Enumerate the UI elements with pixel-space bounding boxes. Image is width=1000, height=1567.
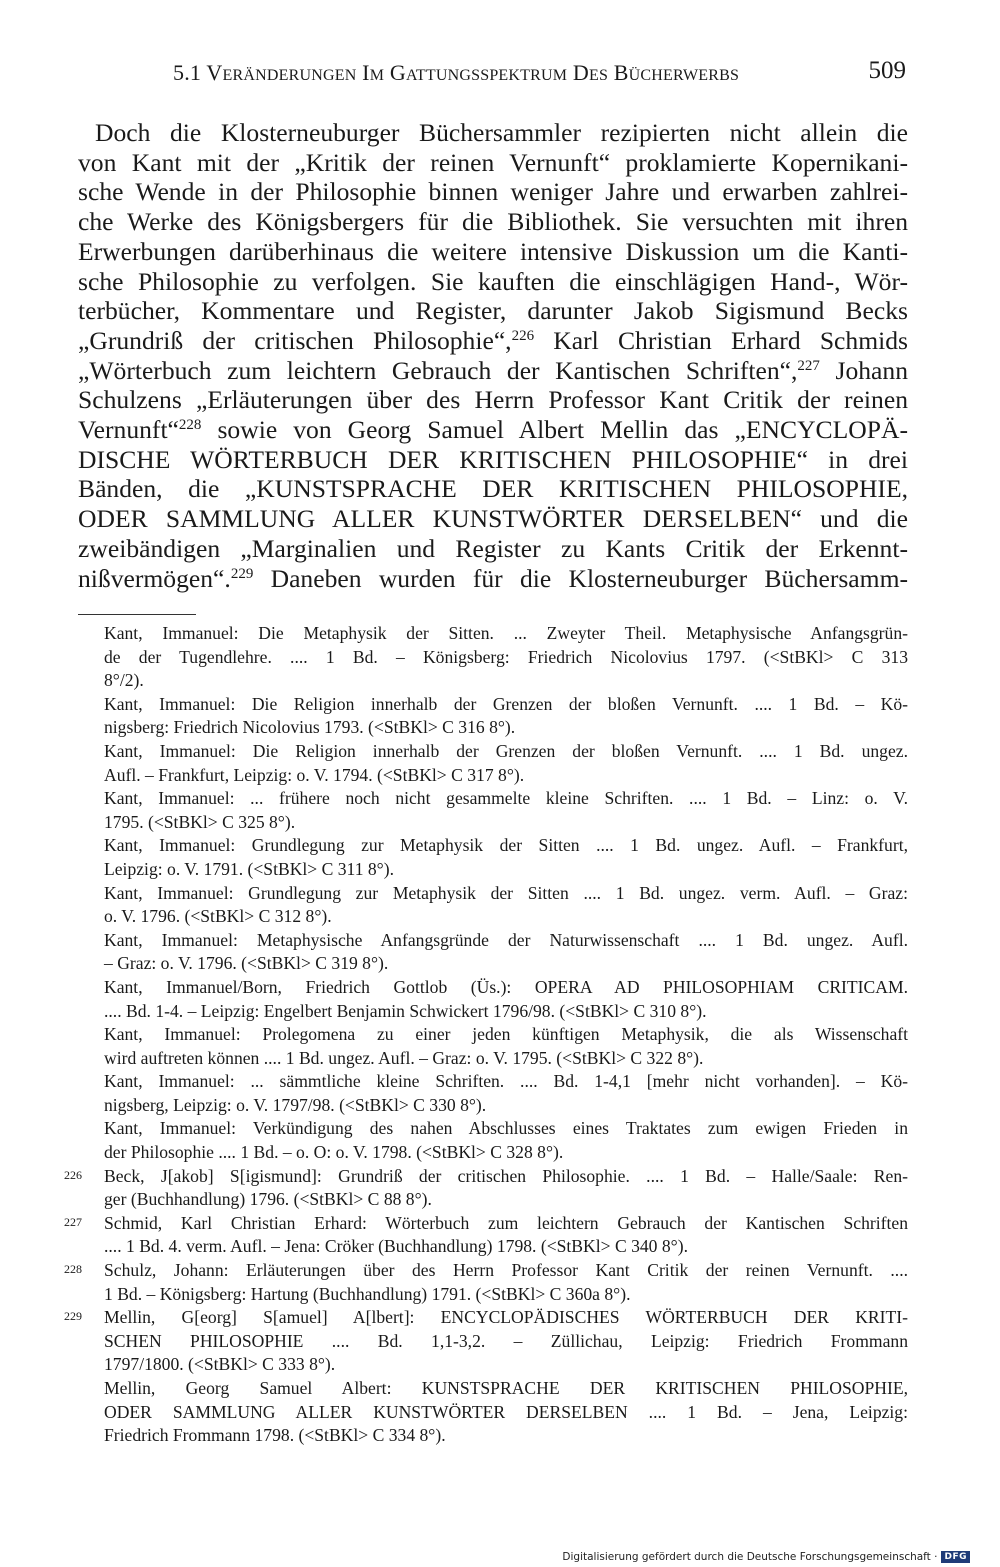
footnote-line: Kant, Immanuel: Die Religion innerhalb der Grenzen der bloßen Vernunft. .... 1 Bd. ungez.: [104, 740, 908, 761]
footnote-entry: [62, 1306, 908, 1377]
footnote-line: ger (Buchhandlung) 1796. (<StBKl> C 88 8°).: [104, 1189, 432, 1210]
footnote-entry: [62, 834, 908, 881]
footnote-line: o. V. 1796. (<StBKl> C 312 8°).: [104, 906, 332, 927]
footnote-entry: [62, 1212, 908, 1259]
body-line: Schulzens „Erläuterungen über des Herrn Professor Kant Critik der reinen: [78, 385, 908, 415]
footnote-entry: [62, 976, 908, 1023]
body-line: „Wörterbuch zum leichtern Gebrauch der Kantischen Schriften“,$^{227}$ Johann: [78, 355, 908, 385]
footnote-entry: [62, 1070, 908, 1117]
footnote-line: 1795. (<StBKl> C 325 8°).: [104, 811, 296, 832]
page-number: 509: [868, 57, 906, 84]
footnote-number: 227: [64, 1214, 82, 1229]
footnote-line: Friedrich Frommann 1798. (<StBKl> C 334 8°).: [104, 1425, 446, 1446]
footnote-entry: [62, 929, 908, 976]
body-line: Erwerbungen darüberhinaus die weitere intensive Diskussion um die Kanti-: [78, 236, 908, 266]
footnote-line: ODER SAMMLUNG ALLER KUNSTWÖRTER DERSELBEN .... 1 Bd. – Jena, Leipzig:: [104, 1401, 908, 1422]
body-line: Doch die Klosterneuburger Büchersammler rezipierten nicht allein die: [95, 118, 908, 147]
footnote-entry: [62, 787, 908, 834]
footnote-line: Kant, Immanuel: Prolegomena zu einer jeden künftigen Metaphysik, die als Wissenschaft: [104, 1024, 908, 1045]
footnote-line: Kant, Immanuel: ... sämmtliche kleine Schriften. .... Bd. 1-4,1 [mehr nicht vorhanden]. – Kö-: [104, 1071, 908, 1092]
body-line: terbücher, Kommentare und Register, darunter Jakob Sigismund Becks: [78, 296, 908, 326]
footnote-line: – Graz: o. V. 1796. (<StBKl> C 319 8°).: [104, 953, 389, 974]
footnote-line: SCHEN PHILOSOPHIE .... Bd. 1,1-3,2. – Züllichau, Leipzig: Friedrich Frommann: [104, 1330, 908, 1351]
footnote-entry: [62, 622, 908, 693]
footnote-line: der Philosophie .... 1 Bd. – o. O: o. V. 1798. (<StBKl> C 328 8°).: [104, 1142, 564, 1163]
footnote-line: nigsberg, Leipzig: o. V. 1797/98. (<StBKl> C 330 8°).: [104, 1094, 487, 1115]
footnote-entry: [62, 1023, 908, 1070]
footnote-line: Schulz, Johann: Erläuterungen über des Herrn Professor Kant Critik der reinen Vernunft. ....: [104, 1260, 908, 1281]
footnote-line: Kant, Immanuel: Die Religion innerhalb der Grenzen der bloßen Vernunft. .... 1 Bd. – Kö-: [104, 693, 908, 714]
footnote-separator: [78, 614, 196, 615]
footnote-entry: [62, 1377, 908, 1448]
footnote-entry: [62, 693, 908, 740]
running-title: 5.1 VERÄNDERUNGEN IM GATTUNGSSPEKTRUM DES BÜCHERWERBS: [173, 60, 740, 85]
footnote-entry: [62, 1117, 908, 1164]
body-line: sche Wende in der Philosophie binnen weniger Jahre und erwarben zahlrei-: [78, 177, 908, 207]
footnote-line: Kant, Immanuel: Verkündigung des nahen Abschlusses eines Traktates zum ewigen Frieden in: [104, 1118, 908, 1139]
footnotes: [62, 622, 908, 1448]
footnote-line: Mellin, G[eorg] S[amuel] A[lbert]: ENCYCLOPÄDISCHES WÖRTERBUCH DER KRITI-: [104, 1307, 908, 1328]
footnote-line: wird auftreten können .... 1 Bd. ungez. Aufl. – Graz: o. V. 1795. (<StBKl> C 322 8°).: [104, 1047, 704, 1068]
footnote-line: Mellin, Georg Samuel Albert: KUNSTSPRACHE DER KRITISCHEN PHILOSOPHIE,: [104, 1378, 908, 1398]
body-line: ODER SAMMLUNG ALLER KUNSTWÖRTER DERSELBEN“ und die: [78, 504, 908, 534]
body-line: von Kant mit der „Kritik der reinen Vernunft“ proklamierte Kopernikani-: [78, 147, 908, 177]
footnote-line: Kant, Immanuel/Born, Friedrich Gottlob (Üs.): OPERA AD PHILOSOPHIAM CRITICAM.: [104, 976, 908, 997]
footnote-line: Beck, J[akob] S[igismund]: Grundriß der critischen Philosophie. .... 1 Bd. – Halle/Saale: Ren-: [104, 1165, 908, 1186]
footnote-line: Kant, Immanuel: Metaphysische Anfangsgründe der Naturwissenschaft .... 1 Bd. ungez. Aufl.: [104, 929, 908, 950]
footnote-line: 1797/1800. (<StBKl> C 333 8°).: [104, 1354, 336, 1375]
footnote-line: Kant, Immanuel: Die Metaphysik der Sitten. ... Zweyter Theil. Metaphysische Anfangsgrün-: [104, 623, 908, 643]
footnote-line: Aufl. – Frankfurt, Leipzig: o. V. 1794. (<StBKl> C 317 8°).: [104, 764, 525, 785]
footnote-line: 8°/2).: [104, 670, 144, 691]
body-line: Bänden, die „KUNSTSPRACHE DER KRITISCHEN PHILOSOPHIE,: [78, 474, 908, 504]
footnote-line: Kant, Immanuel: Grundlegung zur Metaphysik der Sitten .... 1 Bd. ungez. Aufl. – Frankfurt,: [104, 835, 908, 856]
credit-text: Digitalisierung gefördert durch die Deutsche Forschungsgemeinschaft ·: [562, 1551, 938, 1563]
footnote-entry: [62, 882, 908, 929]
footnote-entry: [62, 1165, 908, 1212]
footnote-number: 228: [64, 1262, 82, 1277]
body-line: DISCHE WÖRTERBUCH DER KRITISCHEN PHILOSOPHIE“ in drei: [78, 444, 908, 474]
footnote-line: Schmid, Karl Christian Erhard: Wörterbuch zum leichtern Gebrauch der Kantischen Schriften: [104, 1212, 908, 1233]
footnote-number: 226: [64, 1167, 82, 1182]
footnote-line: .... 1 Bd. 4. verm. Aufl. – Jena: Cröker (Buchhandlung) 1798. (<StBKl> C 340 8°).: [104, 1236, 688, 1257]
main-paragraph: [78, 118, 908, 593]
body-line: sche Philosophie zu verfolgen. Sie kauften die einschlägigen Hand-, Wör-: [78, 266, 908, 296]
footnote-line: nigsberg: Friedrich Nicolovius 1793. (<StBKl> C 316 8°).: [104, 717, 516, 738]
footnote-line: .... Bd. 1-4. – Leipzig: Engelbert Benjamin Schwickert 1796/98. (<StBKl> C 310 8°).: [104, 1000, 707, 1021]
body-line: zweibändigen „Marginalien und Register zu Kants Critik der Erkennt-: [78, 533, 908, 563]
footnote-line: de der Tugendlehre. .... 1 Bd. – Königsberg: Friedrich Nicolovius 1797. (<StBKl> C 313: [104, 646, 908, 667]
footnote-line: Kant, Immanuel: Grundlegung zur Metaphysik der Sitten .... 1 Bd. ungez. verm. Aufl. – Graz:: [104, 882, 908, 903]
footnote-number: 229: [64, 1309, 82, 1324]
body-line: „Grundriß der critischen Philosophie“,$^{226}$ Karl Christian Erhard Schmids: [78, 325, 908, 355]
dfg-logo: DFG: [941, 1551, 970, 1563]
footnote-entry: [62, 1259, 908, 1306]
footnote-entry: [62, 740, 908, 787]
body-line: nißvermögen“.$^{229}$ Daneben wurden für die Klosterneuburger Büchersamm-: [78, 563, 908, 593]
footnote-line: Leipzig: o. V. 1791. (<StBKl> C 311 8°).: [104, 858, 394, 879]
body-line: Vernunft“$^{228}$ sowie von Georg Samuel Albert Mellin das „ENCYCLOPÄ-: [78, 415, 908, 445]
body-line: che Werke des Königsbergers für die Bibliothek. Sie versuchten mit ihren: [78, 207, 908, 237]
digitization-credit: [562, 1551, 970, 1563]
footnote-line: Kant, Immanuel: ... frühere noch nicht gesammelte kleine Schriften. .... 1 Bd. – Linz: o. V.: [104, 788, 908, 809]
footnote-line: 1 Bd. – Königsberg: Hartung (Buchhandlung) 1791. (<StBKl> C 360a 8°).: [104, 1283, 631, 1304]
